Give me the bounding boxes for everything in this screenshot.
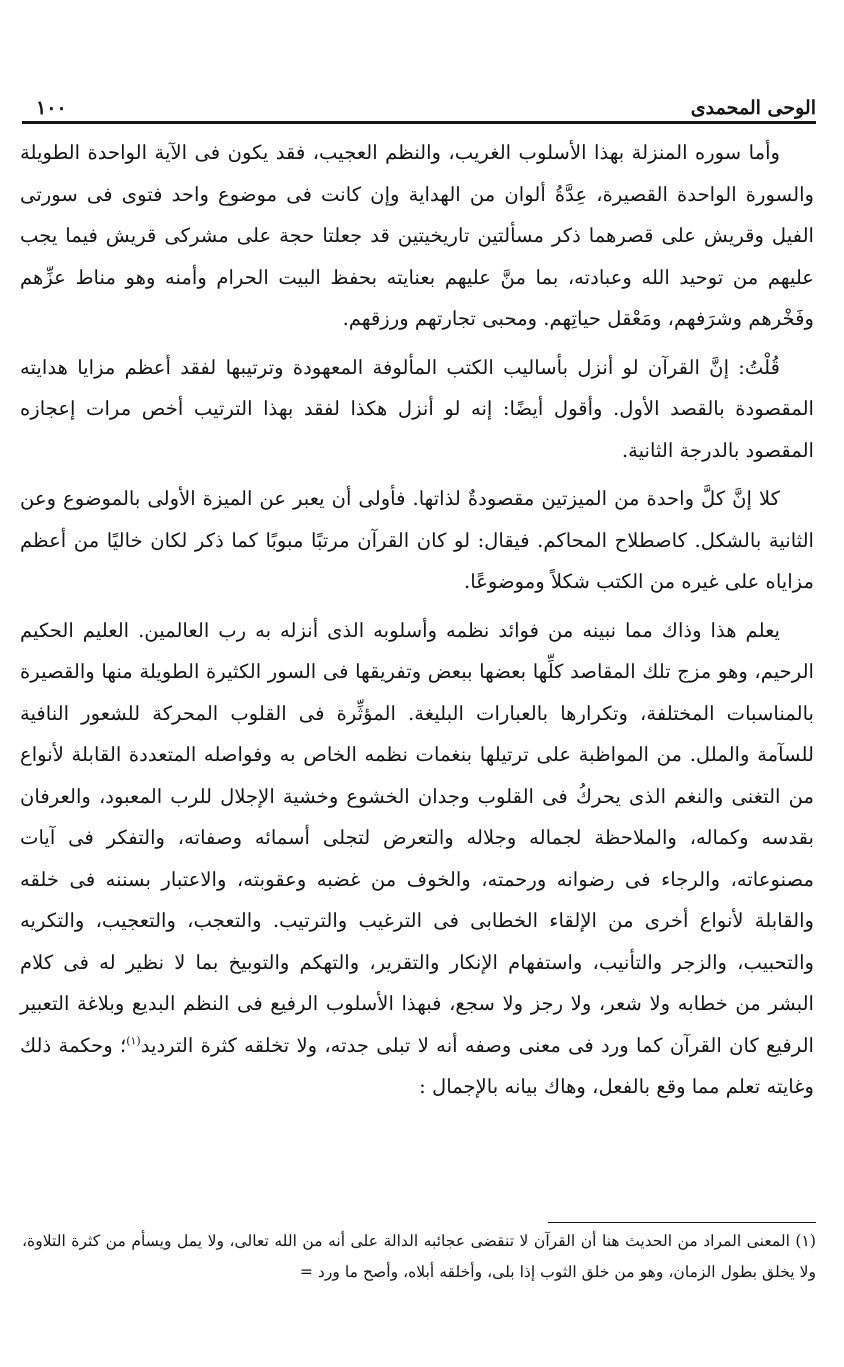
paragraph-text: كلا إنَّ كلَّ واحدة من الميزتين مقصودةٌ لذاتها. فأولى أن يعبر عن الميزة الأولى بالموضوع وعن الثانية بالشكل. كاصطلاح المحاكم. فيقال: لو كان القرآن مرتبًا مبوبًا كما ذكر لكان خاليًا من أعظم مزاياه على غيره من الكتب شكلاً وموضوعًا. — [20, 487, 814, 593]
footnote — [22, 1226, 816, 1288]
paragraph — [20, 132, 814, 340]
header-rule — [22, 121, 816, 124]
paragraph-text-tail: ؛ وحكمة ذلك وغايته تعلم مما وقع بالفعل، وهاك بيانه بالإجمال : — [20, 1033, 814, 1098]
footnote-text: (١) المعنى المراد من الحديث هنا أن القرآن لا تنقضى عجائبه الدالة على أنه من الله تعالى، ولا يمل ويسأم من كثرة التلاوة، ولا يخلق بطول الزمان، وهو من خلق الثوب إذا بلى، وأخلقه أبلاه، وأصح ما ورد = — [22, 1232, 816, 1281]
paragraph-text: وأما سوره المنزلة بهذا الأسلوب الغريب، والنظم العجيب، فقد يكون فى الآية الواحدة الطويلة والسورة الواحدة القصيرة، عِدَّةُ ألوان من الهداية وإن كانت فى موضوع واحد فتوى فى سورتى الفيل وقريش على قصرهما ذكر مسألتين تاريخيتين قد جعلتا حجة على مشركى قريش فيما يجب عليهم من توحيد الله وعبادته، بما منَّ عليهم بعنايته بحفظ البيت الحرام وأمنه وهو مناط عزِّهم وفَخْرهم وشرَفهم، ومَعْقل حياتِهم. ومحبى تجارتهم ورزقهم. — [20, 141, 814, 330]
paragraph-text: قُلْتُ: إنَّ القرآن لو أنزل بأساليب الكتب المألوفة المعهودة وترتيبها لفقد أعظم مزايا هدايته المقصودة بالقصد الأول. وأقول أيضًا: إنه لو أنزل هكذا لفقد بهذا الترتيب أخص مرات إعجازه المقصود بالدرجة الثانية. — [20, 355, 814, 462]
running-title: الوحى المحمدى — [690, 97, 816, 119]
paragraph — [20, 610, 814, 1108]
paragraph — [20, 347, 814, 472]
footnote-rule — [548, 1222, 816, 1223]
footnote-reference[interactable]: (١) — [126, 1033, 141, 1047]
body-text — [20, 132, 814, 1108]
page-number: ١٠٠ — [36, 97, 67, 119]
paragraph — [20, 478, 814, 603]
paragraph-text: يعلم هذا وذاك مما نبينه من فوائد نظمه وأسلوبه الذى أنزله به رب العالمين. العليم الحكيم الرحيم، وهو مزج تلك المقاصد كلِّها بعضها ببعض وتفريقها فى السور الكثيرة الطويلة منها والقصيرة بالمناسبات المختلفة، وتكرارها بالعبارات البليغة. المؤثِّرة فى القلوب المحركة للشعور النافية للسآمة والملل. من المواظبة على ترتيلها بنغمات نظمه الخاص به وفواصله المتعددة القابلة لأنواع من التغنى والنغم الذى يحركُ فى القلوب وجدان الخشوع وخشية الإجلال للرب المعبود، والعرفان بقدسه وكماله، والملاحظة لجماله وجلاله والتعرض لتجلى أسمائه وصفاته، والتفكر فى آيات مصنوعاته، والرجاء فى رضوانه ورحمته، والخوف من غضبه وعقوبته، والاعتبار بسننه فى خلقه والقابلة لأنواع أخرى من الإلقاء الخطابى فى الترغيب والترتيب. والتعجب، والتعجيب، والتكريه والتحبيب، والزجر والتأنيب، واستفهام الإنكار والتقرير، والتهكم والتوبيخ بما لا نظير له فى كلام البشر من خطابه ولا شعر، ولا رجز ولا سجع، فبهذا الأسلوب الرفيع فى النظم البديع وبلاغة التعبير الرفيع كان القرآن كما ورد فى معنى وصفه أنه لا تبلى جدته، ولا تخلقه كثرة الترديد — [20, 618, 814, 1057]
page-header — [28, 82, 816, 118]
